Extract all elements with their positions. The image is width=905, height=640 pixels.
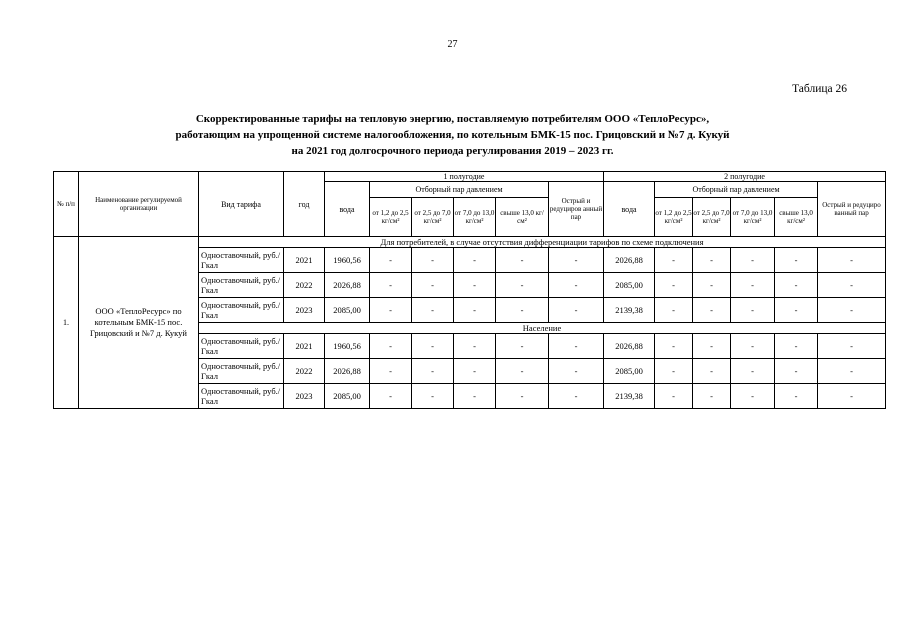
value-cell-h1-p2: - (412, 384, 454, 409)
year-cell: 2021 (284, 248, 325, 273)
value-cell-h2-water: 2139,38 (604, 384, 655, 409)
section-title: Население (199, 323, 886, 334)
value-cell-h1-p1: - (370, 298, 412, 323)
header-row-1 (54, 172, 886, 182)
value-cell-h2-water: 2026,88 (604, 334, 655, 359)
value-cell-h2-p3: - (731, 359, 775, 384)
section-title: Для потребителей, в случае отсутствия дифференциации тарифов по схеме подключения (199, 237, 886, 248)
value-cell-h1-p4: - (496, 273, 549, 298)
tariff-type-cell: Одноставочный, руб./Гкал (199, 273, 284, 298)
document-title (100, 111, 805, 159)
tariff-type-cell: Одноставочный, руб./Гкал (199, 359, 284, 384)
section-row (54, 237, 886, 248)
value-cell-h2-p3: - (731, 384, 775, 409)
value-cell-h2-sharp: - (818, 273, 886, 298)
value-cell-h1-p4: - (496, 298, 549, 323)
value-cell-h1-p3: - (454, 384, 496, 409)
value-cell-h1-p4: - (496, 384, 549, 409)
year-cell: 2023 (284, 298, 325, 323)
value-cell-h2-p3: - (731, 334, 775, 359)
value-cell-h2-p4: - (775, 248, 818, 273)
value-cell-h2-p2: - (693, 298, 731, 323)
value-cell-h1-p2: - (412, 359, 454, 384)
header-h2-p4: свыше 13,0 кг/см² (775, 198, 818, 237)
value-cell-h2-water: 2085,00 (604, 273, 655, 298)
value-cell-h1-p2: - (412, 334, 454, 359)
title-line-2: работающим на упрощенной системе налогообложения, по котельным БМК-15 пос. Грицовский и №7 д. Кукуй (175, 129, 730, 141)
header-half-1: 1 полугодие (325, 172, 604, 182)
value-cell-h2-p2: - (693, 248, 731, 273)
value-cell-h1-sharp: - (549, 334, 604, 359)
value-cell-h2-p2: - (693, 273, 731, 298)
title-line-1: Скорректированные тарифы на тепловую энергию, поставляемую потребителям ООО «ТеплоРесурс», (195, 113, 710, 125)
value-cell-h2-p2: - (693, 334, 731, 359)
header-h1-sharp: Острый и редуциров анный пар (549, 182, 604, 237)
tariff-type-cell: Одноставочный, руб./Гкал (199, 384, 284, 409)
header-h1-p3: от 7,0 до 13,0 кг/см² (454, 198, 496, 237)
tariff-type-cell: Одноставочный, руб./Гкал (199, 298, 284, 323)
header-h2-steam: Отборный пар давлением (655, 182, 818, 198)
year-cell: 2023 (284, 384, 325, 409)
value-cell-h1-p3: - (454, 359, 496, 384)
value-cell-h2-p4: - (775, 298, 818, 323)
header-h2-p1: от 1,2 до 2,5 кг/см² (655, 198, 693, 237)
value-cell-h1-water: 1960,56 (325, 334, 370, 359)
value-cell-h2-sharp: - (818, 298, 886, 323)
value-cell-h1-sharp: - (549, 298, 604, 323)
value-cell-h2-sharp: - (818, 248, 886, 273)
title-line-3: на 2021 год долгосрочного периода регулирования 2019 – 2023 гг. (291, 145, 614, 157)
value-cell-h2-water: 2026,88 (604, 248, 655, 273)
header-h1-steam: Отборный пар давлением (370, 182, 549, 198)
header-h1-p1: от 1,2 до 2,5 кг/см² (370, 198, 412, 237)
value-cell-h2-water: 2085,00 (604, 359, 655, 384)
value-cell-h1-sharp: - (549, 248, 604, 273)
tariff-table (53, 171, 886, 409)
year-cell: 2022 (284, 359, 325, 384)
value-cell-h1-p2: - (412, 273, 454, 298)
value-cell-h1-p2: - (412, 298, 454, 323)
value-cell-h2-p1: - (655, 273, 693, 298)
value-cell-h2-p4: - (775, 334, 818, 359)
header-h2-p2: от 2,5 до 7,0 кг/см² (693, 198, 731, 237)
value-cell-h1-p1: - (370, 384, 412, 409)
value-cell-h2-p4: - (775, 384, 818, 409)
header-h1-p4: свыше 13,0 кг/см² (496, 198, 549, 237)
tariff-type-cell: Одноставочный, руб./Гкал (199, 334, 284, 359)
table-label: Таблица 26 (792, 83, 847, 95)
value-cell-h1-sharp: - (549, 384, 604, 409)
value-cell-h2-p1: - (655, 298, 693, 323)
value-cell-h2-p1: - (655, 248, 693, 273)
value-cell-h1-p4: - (496, 334, 549, 359)
organization-name: ООО «ТеплоРесурс» по котельным БМК-15 пос. Грицовский и №7 д. Кукуй (79, 237, 199, 409)
header-half-2: 2 полугодие (604, 172, 886, 182)
header-org: Наименование регулируемой организации (79, 172, 199, 237)
value-cell-h1-p1: - (370, 273, 412, 298)
value-cell-h1-p1: - (370, 359, 412, 384)
value-cell-h2-p4: - (775, 273, 818, 298)
header-h1-water: вода (325, 182, 370, 237)
header-num: № п/п (54, 172, 79, 237)
tariff-type-cell: Одноставочный, руб./Гкал (199, 248, 284, 273)
value-cell-h1-sharp: - (549, 359, 604, 384)
row-number: 1. (54, 237, 79, 409)
value-cell-h1-p1: - (370, 334, 412, 359)
value-cell-h1-water: 2085,00 (325, 384, 370, 409)
value-cell-h2-p2: - (693, 384, 731, 409)
value-cell-h1-p2: - (412, 248, 454, 273)
year-cell: 2021 (284, 334, 325, 359)
value-cell-h2-water: 2139,38 (604, 298, 655, 323)
value-cell-h1-p4: - (496, 248, 549, 273)
value-cell-h2-p3: - (731, 273, 775, 298)
value-cell-h1-p3: - (454, 334, 496, 359)
header-h2-sharp: Острый и редуциро ванный пар (818, 182, 886, 237)
value-cell-h1-p4: - (496, 359, 549, 384)
value-cell-h2-p1: - (655, 359, 693, 384)
value-cell-h1-p3: - (454, 273, 496, 298)
value-cell-h2-p1: - (655, 334, 693, 359)
page-number: 27 (447, 39, 458, 50)
value-cell-h2-p1: - (655, 384, 693, 409)
header-tariff-type: Вид тарифа (199, 172, 284, 237)
value-cell-h1-p3: - (454, 248, 496, 273)
value-cell-h1-water: 1960,56 (325, 248, 370, 273)
value-cell-h2-p3: - (731, 298, 775, 323)
value-cell-h1-p3: - (454, 298, 496, 323)
header-h2-water: вода (604, 182, 655, 237)
value-cell-h2-p3: - (731, 248, 775, 273)
value-cell-h1-sharp: - (549, 273, 604, 298)
value-cell-h2-p2: - (693, 359, 731, 384)
value-cell-h2-sharp: - (818, 359, 886, 384)
year-cell: 2022 (284, 273, 325, 298)
value-cell-h1-water: 2026,88 (325, 273, 370, 298)
header-year: год (284, 172, 325, 237)
header-h1-p2: от 2,5 до 7,0 кг/см² (412, 198, 454, 237)
value-cell-h2-sharp: - (818, 334, 886, 359)
value-cell-h1-water: 2026,88 (325, 359, 370, 384)
value-cell-h2-sharp: - (818, 384, 886, 409)
value-cell-h2-p4: - (775, 359, 818, 384)
value-cell-h1-water: 2085,00 (325, 298, 370, 323)
header-h2-p3: от 7,0 до 13,0 кг/см² (731, 198, 775, 237)
value-cell-h1-p1: - (370, 248, 412, 273)
